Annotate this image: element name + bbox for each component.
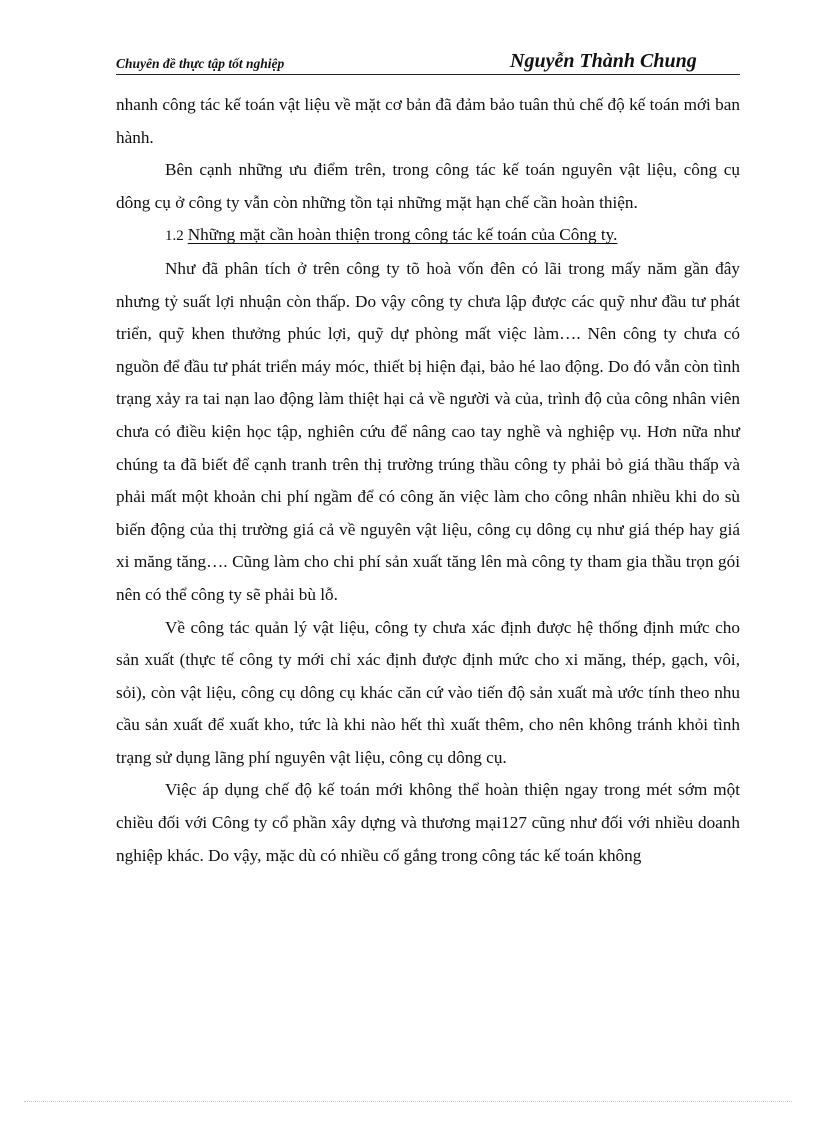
paragraph-profit-analysis: Như đã phân tích ở trên công ty tõ hoà vốn đên có lãi trong mấy năm gần đây nhưng tỷ suất lợi nhuận còn thấp. Do vậy công ty chưa lập được các quỹ như đầu tư phát triển, quỹ khen thưởng phúc lợi, quỹ dự phòng mất việc làm…. Nên công ty chưa có nguồn để đầu tư phát triển máy móc, thiết bị hiện đại, bảo hé lao động. Do đó vẫn còn tình trạng xảy ra tai nạn lao động làm thiệt hại cả về người và của, trình độ của công nhân viên chưa có điều kiện học tập, nghiên cứu để nâng cao tay nghề và nghiệp vụ. Hơn nữa như chúng ta đã biết để cạnh tranh trên thị trường trúng thầu công ty phải bỏ giá thầu thấp và phải mất một khoản chi phí ngầm để có công ăn việc làm cho công nhân nhiều khi do sù biến động của thị trường giá cả về nguyên vật liệu, công cụ dông cụ như giá thép hay giá xi măng tăng…. Cũng làm cho chi phí sản xuất tăng lên mà công ty tham gia thầu trọn gói nên có thể công ty sẽ phải bù lỗ.	[116, 258, 740, 604]
paragraph-strengths-limitations: Bên cạnh những ưu điểm trên, trong công tác kế toán nguyên vật liệu, công cụ dông cụ ở công ty vẫn còn những tồn tại những mặt hạn chế cần hoàn thiện.	[116, 160, 740, 212]
header-author-name: Nguyễn Thành Chung	[510, 50, 697, 72]
paragraph-accounting-regime: Việc áp dụng chế độ kế toán mới không thể hoàn thiện ngay trong mét sớm một chiều đối với Công ty cổ phần xây dựng và thương mại127 cũng như đối với nhiều doanh nghiệp khác. Do vậy, mặc dù có nhiều cố gắng trong công tác kế toán không	[116, 780, 740, 865]
section-title: Những mặt cần hoàn thiện trong công tác kế toán của Công ty.	[187, 225, 618, 245]
paragraph-material-management: Về công tác quản lý vật liệu, công ty chưa xác định được hệ thống định mức cho sản xuất (thực tế công ty mới chỉ xác định được định mức cho xi măng, thép, gạch, vôi, sỏi), còn vật liệu, công cụ dông cụ khác căn cứ vào tiến độ sản xuất mà ước tính theo nhu cầu sản xuất để xuất kho, tức là khi nào hết thì xuất thêm, cho nên không tránh khỏi tình trạng sử dụng lãng phí nguyên vật liệu, công cụ dông cụ.	[116, 617, 740, 767]
page-header	[116, 46, 740, 75]
document-body	[116, 89, 740, 872]
paragraph-continuation: nhanh công tác kế toán vật liệu về mặt cơ bản đã đảm bảo tuân thủ chế độ kế toán mới ban hành.	[116, 95, 740, 147]
header-document-title: Chuyên đề thực tập tốt nghiệp	[116, 56, 285, 71]
section-number: 1.2	[165, 228, 184, 245]
page-bottom-divider	[24, 1101, 792, 1102]
section-heading	[116, 219, 740, 253]
